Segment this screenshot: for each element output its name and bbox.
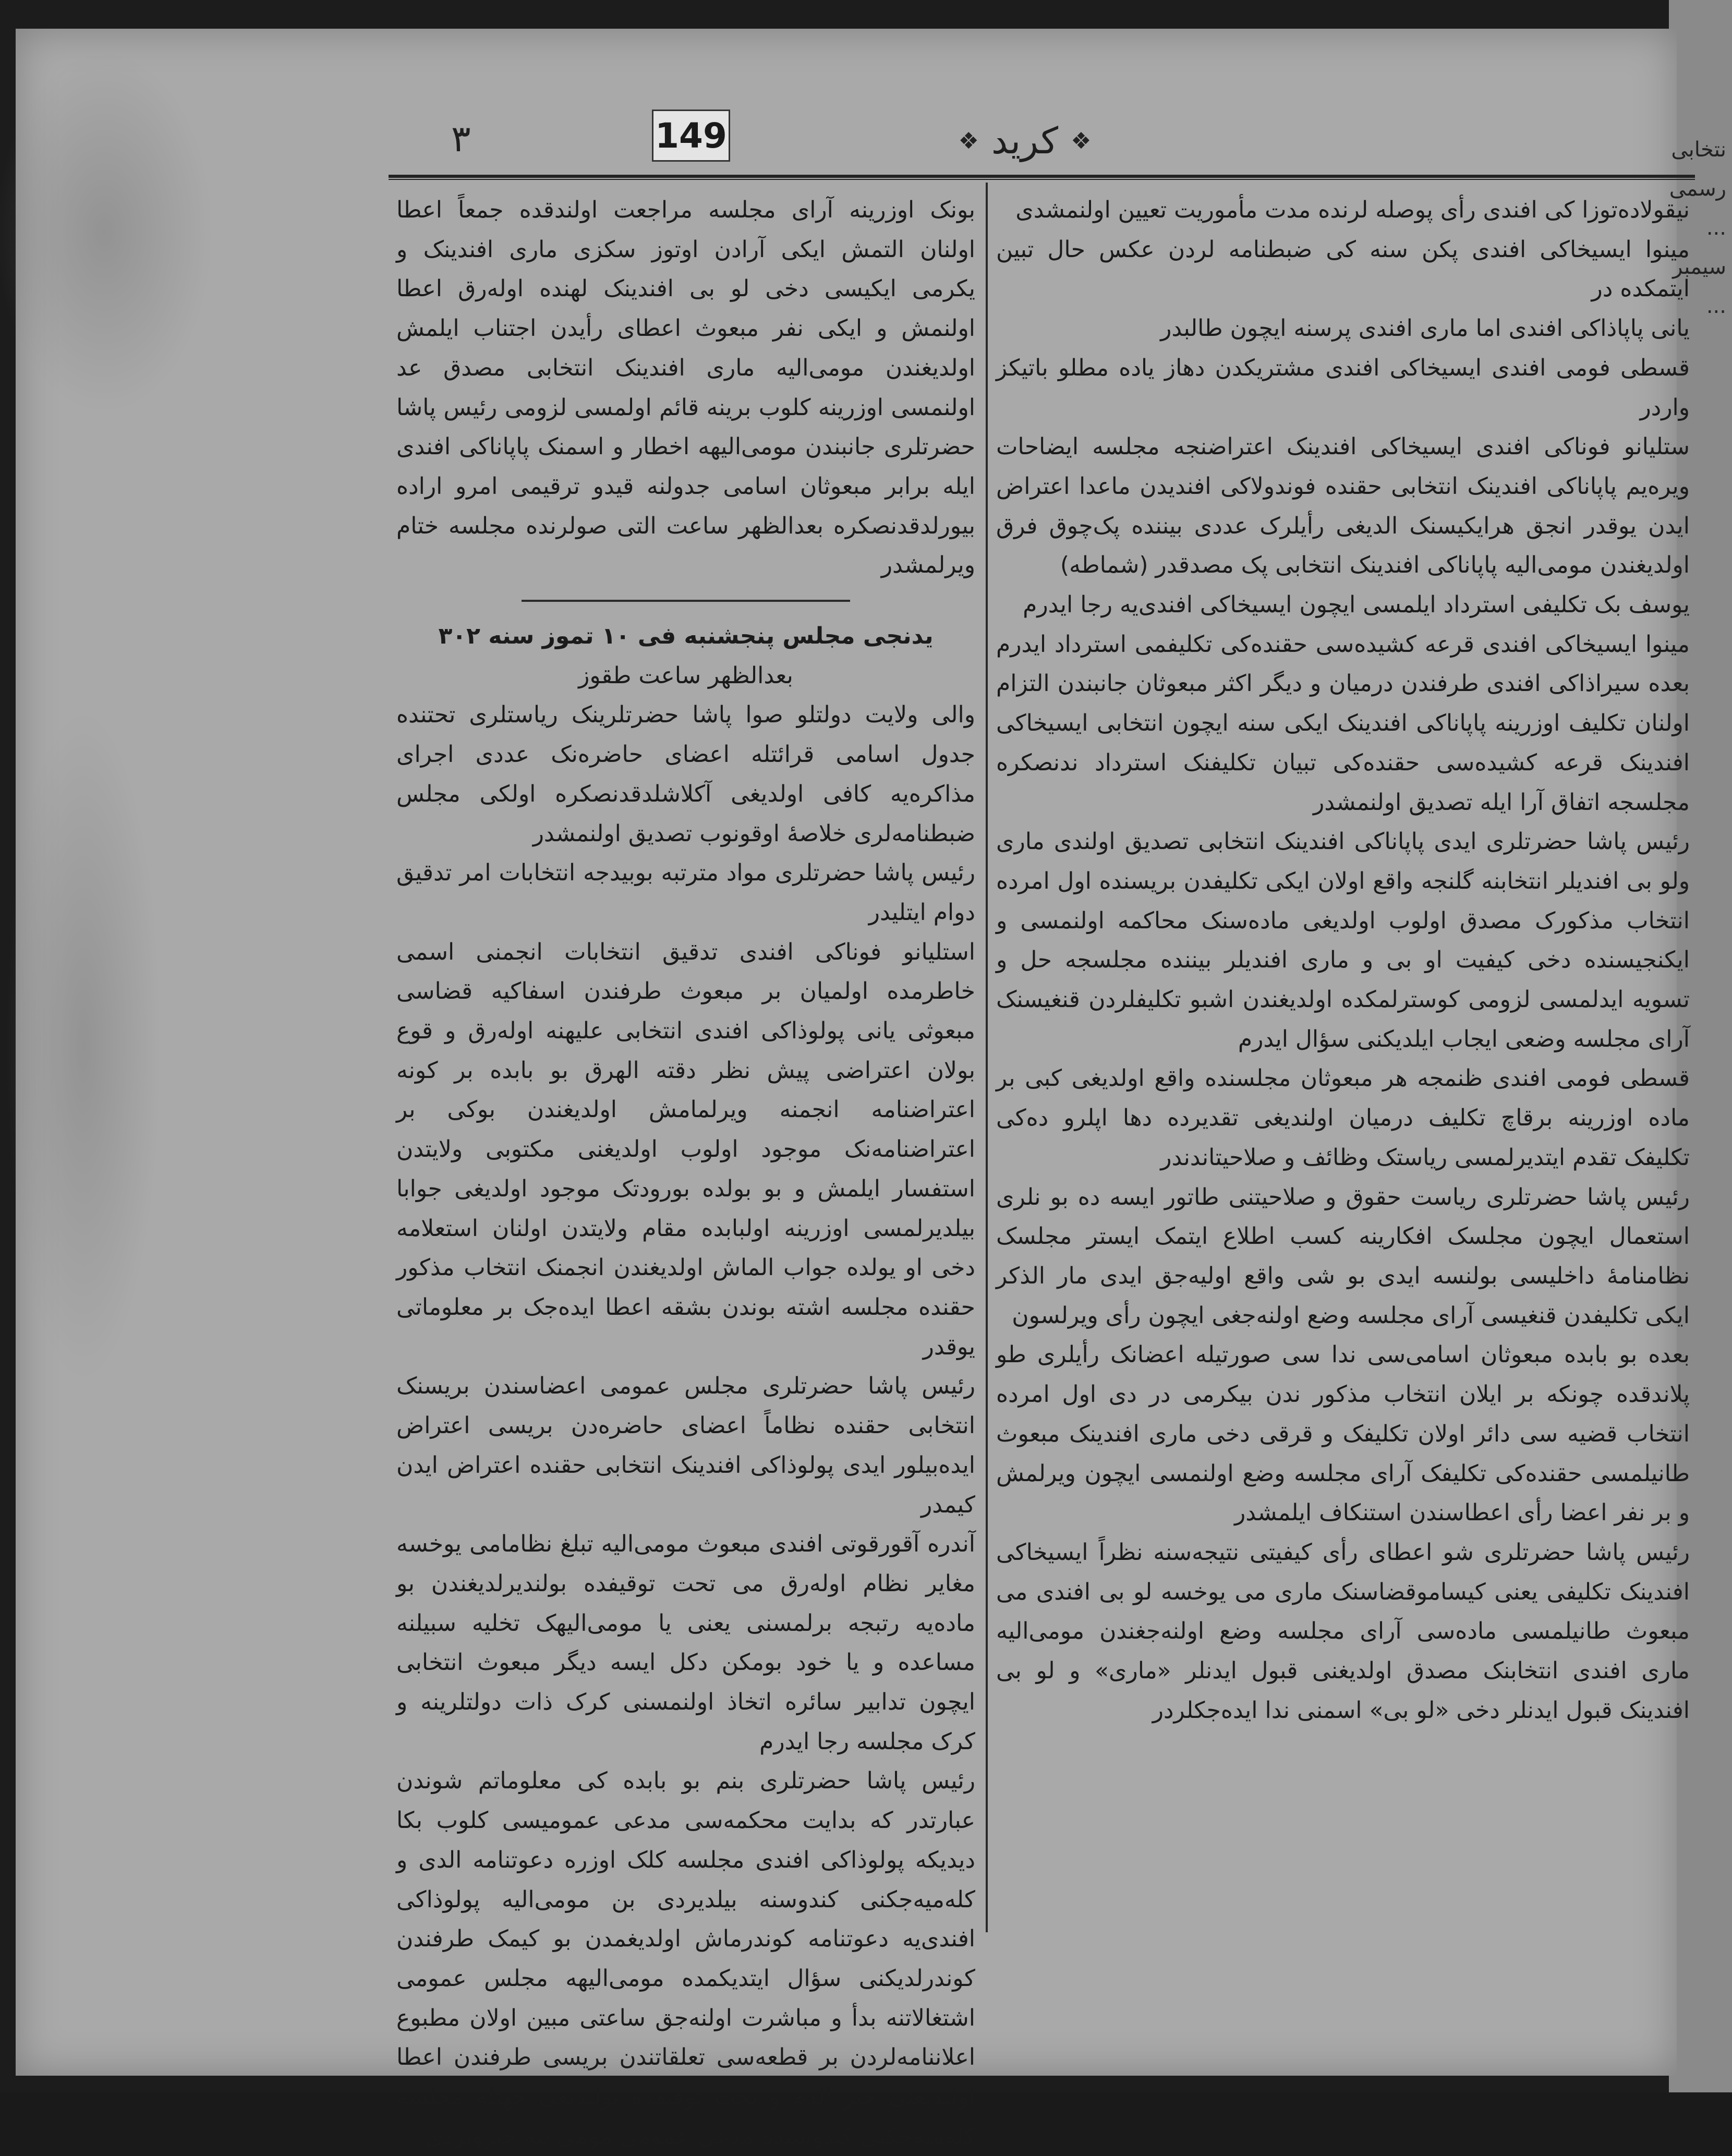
paragraph: رئیس پاشا حضرتلری ریاست حقوق و صلاحیتنی طاتور ایسه ده بو نلری استعمال ایچون مجلسک افکارینه کسب اطلاع ایتمک ایستر مجلسک نظامنامهٔ داخلیسی بولنسه ایدی بو شی واقع اولیه‌جق ایدی مار الذکر ایکی تکلیفدن قنغیسی آرای مجلسه وضع اولنه‌جغی ایچون رأی ویرلسون — [996, 1183, 1690, 1329]
paragraph: ستلیانو فوناکی افندی ایسیخاکی افندینک اعتراضنجه مجلسه ایضاحات ویرەیم پاپاناکی افندینک انتخابی حقنده فوندولاکی افندیدن ماعدا اعتراض ایدن یوقدر انجق هرایکیسنک الدیغی رأیلرک عددی بیننده پک‌چوق فرق اولدیغندن مومی‌الیه پاپاناکی افندینک انتخابی پک مصدقدر (شماطه) — [996, 433, 1690, 579]
paragraph: قسطی فومی افندی ایسیخاکی افندی مشتریکدن دهاز یاده مطلو باتیکز واردر — [996, 354, 1690, 421]
masthead — [889, 117, 1160, 164]
header-rule — [389, 175, 1695, 180]
paragraph: رئیس پاشا حضرتلری مجلس عمومی اعضاسندن بریسنک انتخابی حقنده نظاماً اعضای حاضره‌دن بریسی اعتراض ایده‌بیلور ایدی پولوذاکی افندینک انتخابی حقنده اعتراض ایدن کیمدر — [396, 1373, 975, 1518]
right-column — [996, 190, 1690, 1730]
paragraph: مینوا ایسیخاکی افندی پکن سنه کی ضبطنامه لردن عکس حال تبین ایتمکده در — [996, 236, 1690, 302]
ornament-icon: ❖ — [958, 127, 979, 154]
paragraph: رئیس پاشا حضرتلری شو اعطای رأی کیفیتی نتیجه‌سنه نظراً ایسیخاکی افندینک تکلیفی یعنی کیساموقضاسنک ماری می یوخسه لو بی افندی می مبعوث طانیلمسی ماده‌سی آرای مجلسه وضع اولنه‌جغندن مومی‌الیه ماری افندی انتخابنک مصدق اولدیغنی قبول ایدنلر «ماری» و لو بی افندینک قبول ایدنلر دخی «لو بی» اسمنی ندا ایده‌جکلردر — [996, 1539, 1690, 1724]
column-divider — [986, 183, 988, 1932]
left-column — [396, 190, 975, 2156]
paragraph: یوسف بک تکلیفی استرداد ایلمسی ایچون ایسیخاکی افندی‌یه رجا ایدرم — [1023, 591, 1690, 619]
water-stain — [0, 50, 214, 415]
session-title: یدنجی مجلس پنجشنبه فی ۱۰ تموز سنه ۳۰۲ — [438, 623, 934, 650]
paragraph: قسطی فومی افندی ظنمجه هر مبعوثان مجلسنده واقع اولدیغی کبی بر ماده اوزرینه برقاچ تکلیف درمیان اولندیغی تقدیرده دها اپلرو ده‌کی تکلیفک تقدم ایتدیرلمسی ریاستک وظائف و صلاحیتاندندر — [996, 1065, 1690, 1171]
paragraph: استلیانو فوناکی افندی تدقیق انتخابات انجمنی اسمی خاطرمده اولمیان بر مبعوث طرفندن اسفاکیه قضاسی مبعوثی یانی پولوذاکی افندی انتخابی علیهنه اوله‌رق و قوع بولان اعتراضی پیش نظر دقته الهرق بو بابده بر کونه اعتراضنامه انجمنه ویرلمامش اولدیغندن بوکی بر اعتراضنامه‌نک موجود اولوب اولدیغنی مکتوبی ولایتدن استفسار ایلمش و بو بولده بورودتک موجود اولدیغی جوابا بیلدیرلمسی اوزرینه اولبابده مقام ولایتدن اولنان استعلامه دخی او یولده جواب الماش اولدیغندن انجمنک انتخاب مذکور حقنده مجلسه اشته بوندن بشقه اعطا ایده‌جک بر معلوماتی یوقدر — [396, 938, 975, 1360]
ornament-icon: ❖ — [1071, 127, 1092, 154]
paragraph: آندره آقورقوتی افندی مبعوث مومی‌الیه تبلغ نظامامی یوخسه مغایر نظام اوله‌رق می تحت توقیفده بولندیرلدیغندن بو ماده‌یه رتبجه برلمسنی یعنی یا مومی‌الیهک تخلیه سبیلنه مساعده و یا خود بومکن دکل ایسه دیگر مبعوث انتخابی ایچون تدابیر سائره اتخاذ اولنمسنی کرک ذات دولتلرینه و کرک مجلسه رجا ایدرم — [396, 1531, 975, 1755]
paragraph: رئیس پاشا حضرتلری ایدی پاپاناکی افندینک انتخابی تصدیق اولندی ماری ولو بی افندیلر انتخابنه گلنجه واقع اولان ایکی تکلیفدن بریسنده اول امرده انتخاب مذکورک مصدق اولوب اولدیغی ماده‌سنک محاکمه اولنمسی و ایکنجیسنده دخی کیفیت او بی و ماری افندیلر بیننده مجلسجه حل و تسویه ایدلمسی لزومی کوسترلمکده اولدیغندن اشبو تکلیفلردن قنغیسنک آرای مجلسه وضعی ایجاب ایلدیکنی سؤال ایدرم — [996, 828, 1690, 1052]
paragraph: والی ولایت دولتلو صوا پاشا حضرتلرینک ریاستلری تحتنده جدول اسامی قرائتله اعضای حاضره‌نک عددی اجرای مذاکره‌یه کافی اولدیغی آکلاشلدقدنصکره اولکی مجلس ضبطنامه‌لری خلاصهٔ اوقونوب تصدیق اولنمشدر — [396, 701, 975, 847]
page-number-label: 149 — [652, 110, 730, 162]
paragraph: رئیس پاشا حضرتلری مواد مترتبه بوبیدجه انتخابات امر تدقیق دوام ایتلیدر — [396, 859, 975, 926]
paragraph: یانی پاپاذاکی افندی اما ماری افندی پرسنه ایچون طالبدر — [1160, 315, 1690, 342]
paragraph: بونک اوزرینه آرای مجلسه مراجعت اولندقده جمعاً اعطا اولنان التمش ایکی آرادن اوتوز سکزی ماری افندینک و یکرمی ایکیسی دخی لو بی افندینک لهنده اوله‌رق اعطا اولنمش و ایکی نفر مبعوث اعطای رأیدن اجتناب ایلمش اولدیغندن مومی‌الیه ماری افندینک انتخابی مصدق عد اولنمسی اوزرینه کلوب برینه قائم اولمسی لزومی رئیس پاشا حضرتلری جانبندن مومی‌الیهه اخطار و اسمنک پاپاناکی افندی ایله برابر مبعوثان اسامی جدولنه قیدو ترقیمی امرو اراده بیورلدقدنصکره بعدالظهر ساعت التی صولرنده مجلسه ختام ویرلمشدر — [396, 197, 975, 579]
page-numeral: ٣ — [451, 117, 471, 160]
water-stain — [5, 707, 162, 1385]
masthead-title: کرید — [991, 119, 1059, 162]
section-separator — [396, 585, 975, 616]
paragraph: رئیس پاشا حضرتلری بنم بو بابده کی معلوماتم شوندن عبارتدر که بدایت محکمه‌سی مدعی عمومیسی کلوب بکا دیدیکه پولوذاکی افندی مجلسه کلک اوزره دعوتنامه الدی و کله‌میه‌جکنی کندوسنه بیلدیردی بن مومی‌الیه پولوذاکی افندی‌یه دعوتنامه کوندرماش اولدیغمدن بو کیمک طرفندن کوندرلدیکنی سؤال ایتدیکمده مومی‌الیهه مجلس عمومی اشتغالاتنه بدأ و مباشرت اولنه‌جق ساعتی مبین اولان مطبوع اعلاننامه‌لردن بر قطعه‌سی تعلقاتندن بریسی طرفندن اعطا اولندیغنی خبر الدم و تحت توقیفده بولندیغی جهتله مجلسه کله‌میه‌جکنی کندوسنده مدعی عمومی مومی‌الیه خبرویردی — [396, 1767, 975, 2150]
session-subtitle: بعدالظهر ساعت طقوز — [578, 662, 793, 689]
paragraph: مینوا ایسیخاکی افندی قرعه کشیده‌سی حقنده‌کی تکلیفمی استرداد ایدرم بعده سیراذاکی افندی طرفندن درمیان و دیگر اکثر مبعوثان جانبندن التزام اولنان تکلیف اوزرینه پاپاناکی افندینک ایکی سنه ایچون انتخابی ایسیخاکی افندینک قرعه کشیده‌سی حقنده‌کی تبیان تکلیفنک استرداد ندنصکره مجلسجه اتفاق آرا ایله تصدیق اولنمشدر — [996, 631, 1690, 816]
paragraph: بعده بو بابده مبعوثان اسامی‌سی ندا سی صورتیله اعضانک رأیلری طو پلاندقده چونکه بر ایلان انتخاب مذکور ندن بیکرمی در دی اول امرده انتخاب قضیه سی دائر اولان تکلیفک و قرقی دخی ماری افندینک مبعوث طانیلمسی حقنده‌کی تکلیفک آرای مجلسه وضع اولنمسی ایچون ویرلمش و بر نفر اعضا رأی اعطاسندن استنکاف ایلمشدر — [996, 1341, 1690, 1527]
paragraph: نیقولاده‌توزا کی افندی رأی پوصله لرنده مدت مأموریت تعیین اولنمشدی — [1015, 197, 1690, 223]
adjacent-page-fragment: نتخابی رسمی ... سیمبر ... — [1669, 138, 1726, 318]
